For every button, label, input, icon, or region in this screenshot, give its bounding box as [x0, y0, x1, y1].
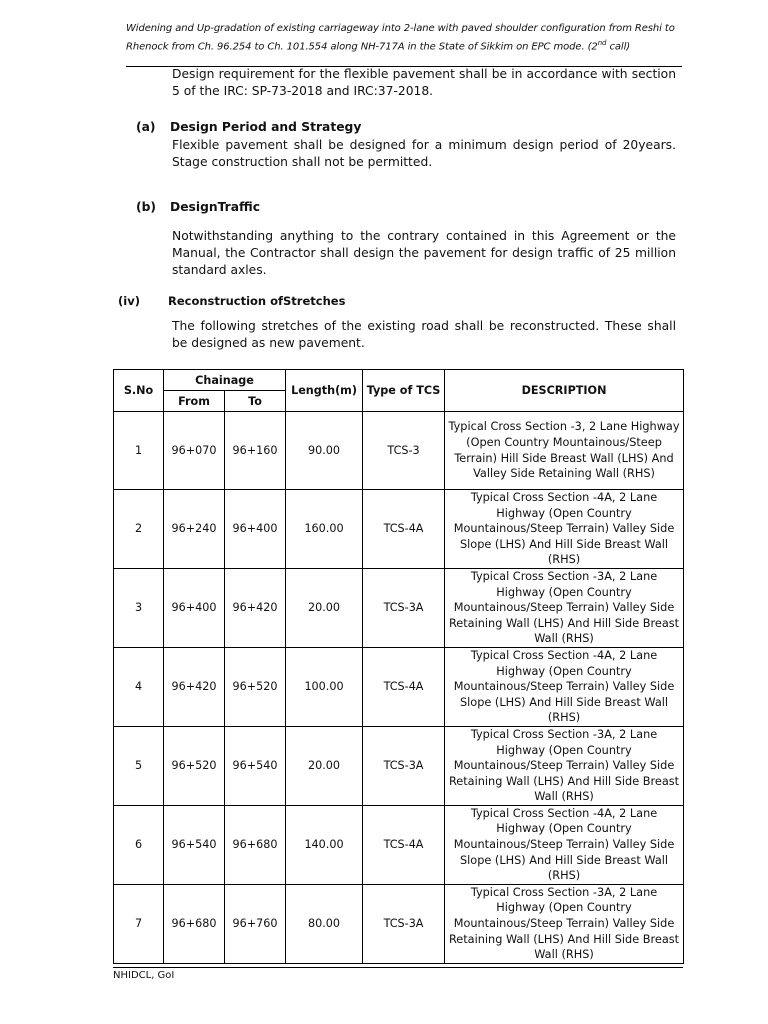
cell-from: 96+520: [164, 726, 225, 805]
header-chainage: Chainage: [164, 370, 286, 391]
cell-length: 100.00: [286, 647, 363, 726]
table-row: [114, 805, 684, 884]
table-row: [114, 647, 684, 726]
header-description: DESCRIPTION: [445, 370, 684, 412]
cell-sno: 3: [114, 568, 164, 647]
footer-divider: [113, 967, 683, 968]
cell-from: 96+540: [164, 805, 225, 884]
section-a-label: (a): [136, 120, 156, 134]
cell-description: Typical Cross Section -4A, 2 Lane Highway (Open Country Mountainous/Steep Terrain) Valley Side Slope (LHS) And Hill Side Breast Wall (RHS): [445, 805, 684, 884]
section-iv-text: The following stretches of the existing road shall be reconstructed. These shall be designed as new pavement.: [172, 319, 676, 350]
cell-description: Typical Cross Section -4A, 2 Lane Highway (Open Country Mountainous/Steep Terrain) Valley Side Slope (LHS) And Hill Side Breast Wall (RHS): [445, 647, 684, 726]
reconstruction-table: [113, 369, 684, 964]
cell-type: TCS-4A: [363, 805, 445, 884]
table-row: [114, 726, 684, 805]
section-b-label: (b): [136, 200, 157, 214]
cell-description: Typical Cross Section -3A, 2 Lane Highway (Open Country Mountainous/Steep Terrain) Valley Side Retaining Wall (LHS) And Hill Side Breast Wall (RHS): [445, 568, 684, 647]
cell-to: 96+680: [225, 805, 286, 884]
cell-sno: 7: [114, 884, 164, 963]
cell-from: 96+680: [164, 884, 225, 963]
cell-type: TCS-4A: [363, 647, 445, 726]
section-b-title: DesignTraffic: [170, 200, 261, 214]
table-row: [114, 490, 684, 569]
header-line-2-tail: call): [606, 41, 631, 53]
cell-from: 96+400: [164, 568, 225, 647]
cell-from: 96+240: [164, 490, 225, 569]
cell-type: TCS-3: [363, 412, 445, 490]
cell-length: 140.00: [286, 805, 363, 884]
header-length: Length(m): [286, 370, 363, 412]
section-a-title: Design Period and Strategy: [170, 120, 362, 134]
page-footer: NHIDCL, GoI: [113, 970, 175, 981]
cell-from: 96+420: [164, 647, 225, 726]
cell-to: 96+400: [225, 490, 286, 569]
cell-length: 90.00: [286, 412, 363, 490]
cell-length: 160.00: [286, 490, 363, 569]
header-type: Type of TCS: [363, 370, 445, 412]
section-iv-title: Reconstruction ofStretches: [168, 294, 346, 308]
section-iv-label: (iv): [118, 294, 140, 308]
table-row: [114, 568, 684, 647]
table-row: [114, 412, 684, 490]
cell-type: TCS-3A: [363, 726, 445, 805]
header-superscript: nd: [597, 39, 607, 47]
intro-paragraph: Design requirement for the flexible pavement shall be in accordance with section 5 of the IRC: SP-73-2018 and IRC:37-2018.: [172, 67, 676, 98]
header-to: To: [225, 391, 286, 412]
cell-description: Typical Cross Section -3A, 2 Lane Highway (Open Country Mountainous/Steep Terrain) Valley Side Retaining Wall (LHS) And Hill Side Breast Wall (RHS): [445, 726, 684, 805]
header-sno: S.No: [114, 370, 164, 412]
cell-sno: 5: [114, 726, 164, 805]
header-line-2-text: Rhenock from Ch. 96.254 to Ch. 101.554 along NH-717A in the State of Sikkim on EPC mode. (2: [126, 41, 598, 53]
cell-sno: 1: [114, 412, 164, 490]
cell-length: 20.00: [286, 726, 363, 805]
cell-to: 96+540: [225, 726, 286, 805]
cell-type: TCS-3A: [363, 568, 445, 647]
section-a-text: Flexible pavement shall be designed for a minimum design period of 20years. Stage construction shall not be permitted.: [172, 138, 676, 169]
cell-description: Typical Cross Section -4A, 2 Lane Highway (Open Country Mountainous/Steep Terrain) Valley Side Slope (LHS) And Hill Side Breast Wall (RHS): [445, 490, 684, 569]
cell-from: 96+070: [164, 412, 225, 490]
cell-sno: 6: [114, 805, 164, 884]
cell-sno: 2: [114, 490, 164, 569]
header-line-1: Widening and Up-gradation of existing carriageway into 2-lane with paved shoulder configuration from Reshi to: [126, 23, 675, 34]
page-header: [126, 21, 686, 54]
cell-to: 96+760: [225, 884, 286, 963]
cell-to: 96+420: [225, 568, 286, 647]
header-line-2: [126, 36, 686, 54]
cell-description: Typical Cross Section -3, 2 Lane Highway (Open Country Mountainous/Steep Terrain) Hill Side Breast Wall (LHS) And Valley Side Retaining Wall (RHS): [445, 412, 684, 490]
header-from: From: [164, 391, 225, 412]
table-row: [114, 884, 684, 963]
cell-to: 96+520: [225, 647, 286, 726]
cell-type: TCS-3A: [363, 884, 445, 963]
cell-length: 20.00: [286, 568, 363, 647]
section-b-text: Notwithstanding anything to the contrary contained in this Agreement or the Manual, the Contractor shall design the pavement for design traffic of 25 million standard axles.: [172, 229, 676, 277]
cell-type: TCS-4A: [363, 490, 445, 569]
cell-sno: 4: [114, 647, 164, 726]
cell-description: Typical Cross Section -3A, 2 Lane Highway (Open Country Mountainous/Steep Terrain) Valley Side Retaining Wall (LHS) And Hill Side Breast Wall (RHS): [445, 884, 684, 963]
cell-to: 96+160: [225, 412, 286, 490]
cell-length: 80.00: [286, 884, 363, 963]
